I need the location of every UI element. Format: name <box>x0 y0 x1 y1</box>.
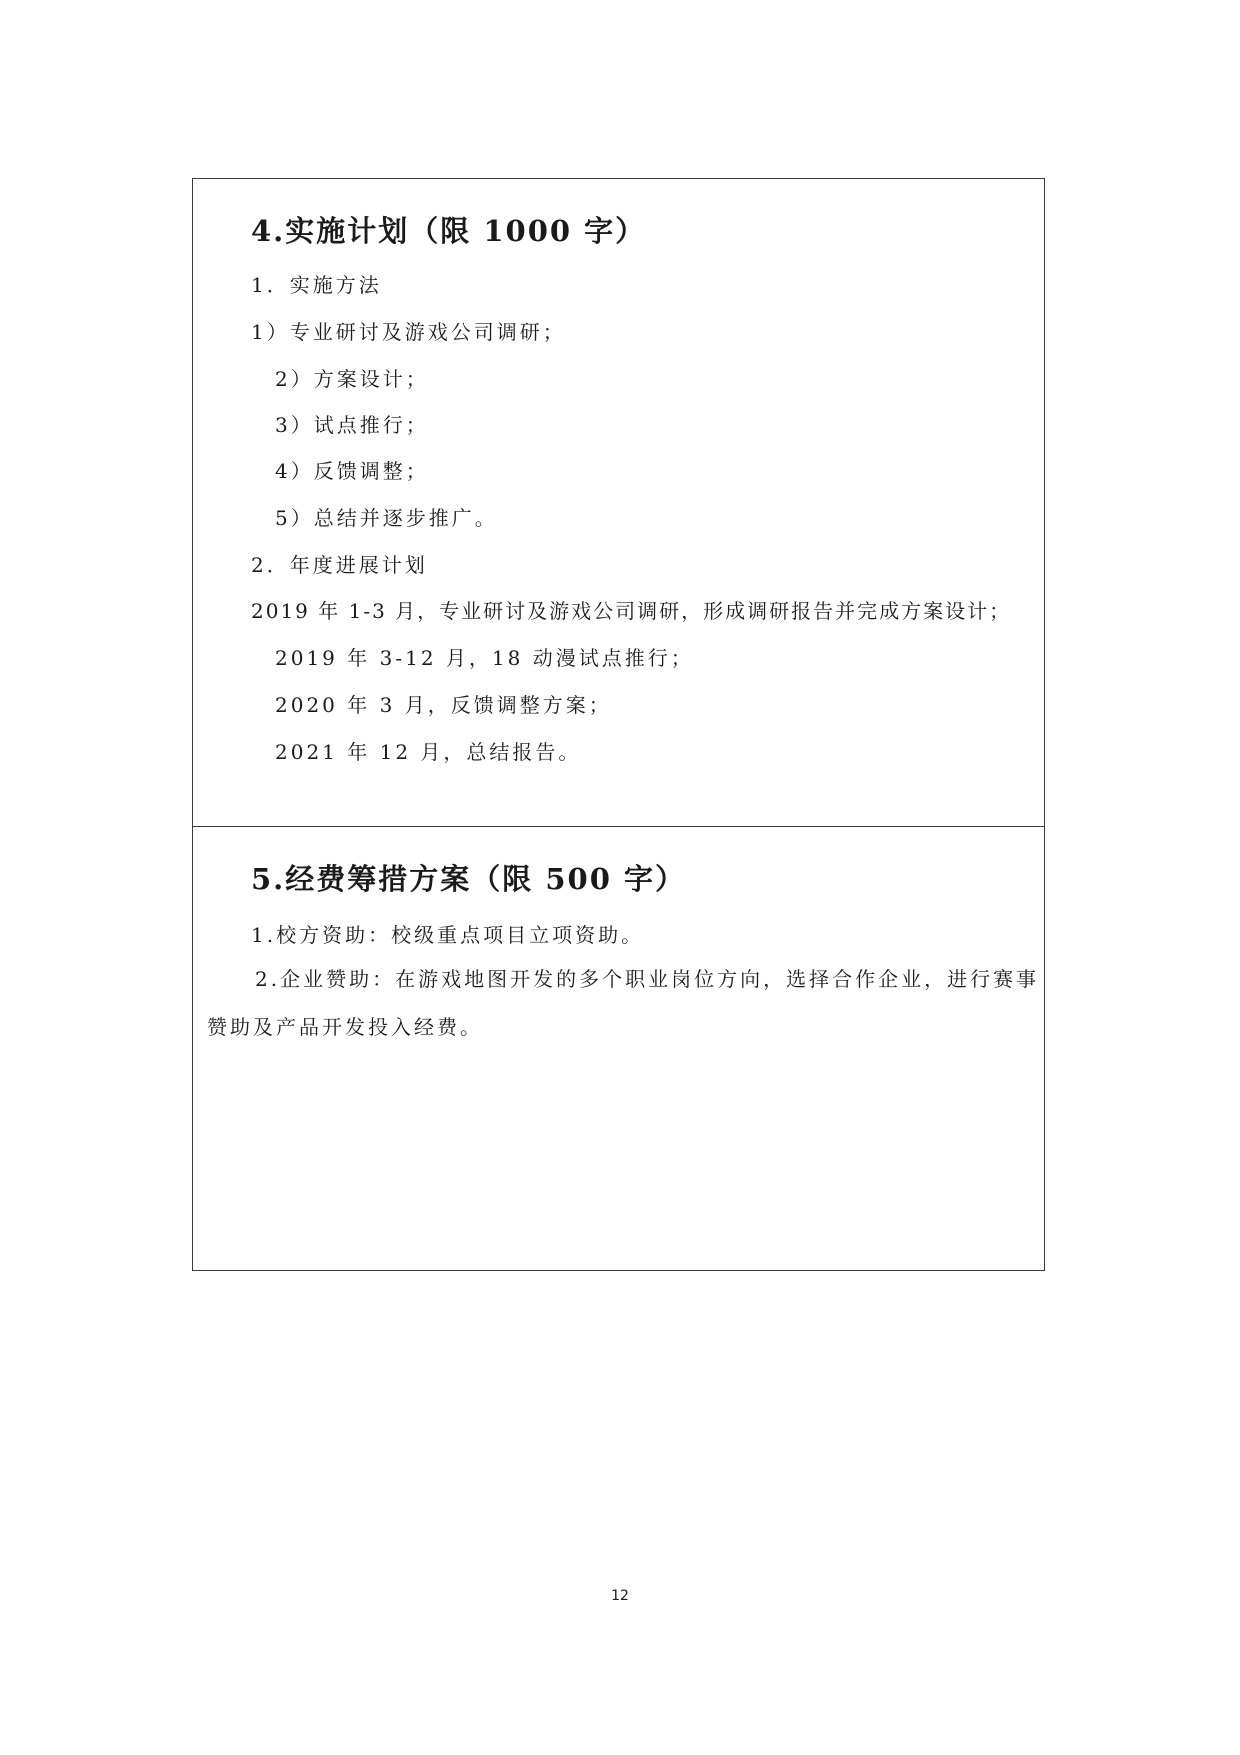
method-item: 1）专业研讨及游戏公司调研； <box>251 320 566 344</box>
implementation-plan-section <box>193 179 1044 827</box>
funding-plan-section <box>193 827 1044 1270</box>
method-item: 3）试点推行； <box>275 413 429 437</box>
progress-item: 2020 年 3 月，反馈调整方案； <box>275 693 612 717</box>
funding-plan-title: 5.经费筹措方案（限 500 字） <box>251 862 687 896</box>
application-form-table <box>192 178 1045 1271</box>
method-item: 5）总结并逐步推广。 <box>275 506 498 530</box>
implementation-plan-title: 4.实施计划（限 1000 字） <box>251 214 647 248</box>
progress-item: 2019 年 1-3 月，专业研讨及游戏公司调研，形成调研报告并完成方案设计； <box>251 599 1012 623</box>
funding-item: 1.校方资助：校级重点项目立项资助。 <box>251 923 645 947</box>
progress-item: 2019 年 3-12 月，18 动漫试点推行； <box>275 646 694 670</box>
progress-heading: 2．年度进展计划 <box>251 553 428 577</box>
page-number: 12 <box>611 1588 629 1604</box>
method-heading: 1．实施方法 <box>251 273 382 297</box>
funding-item: 2.企业赞助：在游戏地图开发的多个职业岗位方向，选择合作企业，进行赛事赞助及产品开发投入经费。 <box>207 967 1040 1039</box>
progress-item: 2021 年 12 月，总结报告。 <box>275 740 582 764</box>
method-item: 4）反馈调整； <box>275 459 429 483</box>
method-item: 2）方案设计； <box>275 367 429 391</box>
